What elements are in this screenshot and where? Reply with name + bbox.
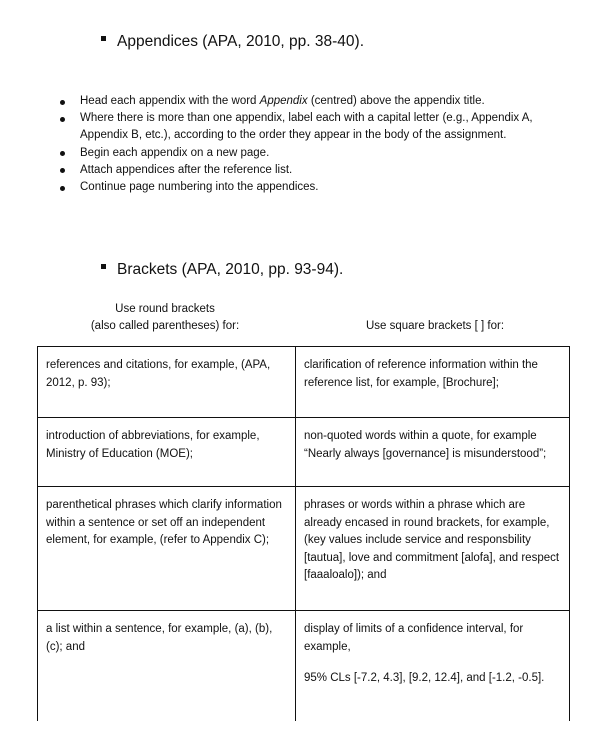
bullet-dot-icon <box>60 117 65 122</box>
square-bracket-cell <box>296 611 570 722</box>
table-row <box>38 418 570 487</box>
bullet-text-post: (centred) above the appendix title. <box>307 95 485 107</box>
square-brackets-column-header: Use square brackets [ ] for: <box>365 320 505 332</box>
square-bracket-cell: clarification of reference information within the reference list, for example, [Brochure]; <box>296 347 570 418</box>
bullet-text-italic: Appendix <box>259 95 308 107</box>
bullet-text: Begin each appendix on a new page. <box>80 146 270 159</box>
round-bracket-cell: parenthetical phrases which clarify information within a sentence or set off an independent element, for example, (refer to Appendix C); <box>38 487 296 611</box>
bullet-text: Continue page numbering into the appendices. <box>80 181 319 194</box>
square-bracket-cell: non-quoted words within a quote, for example “Nearly always [governance] is misunderstood”; <box>296 418 570 487</box>
round-brackets-header-line1: Use round brackets <box>115 303 215 315</box>
table-row <box>38 487 570 611</box>
appendices-heading <box>101 33 364 51</box>
round-bracket-cell: introduction of abbreviations, for example, Ministry of Education (MOE); <box>38 418 296 487</box>
round-bracket-cell: references and citations, for example, (APA, 2012, p. 93); <box>38 347 296 418</box>
brackets-heading <box>101 261 343 279</box>
bullet-dot-icon <box>60 100 65 105</box>
bullet-dot-icon <box>60 186 65 191</box>
bullet-dot-icon <box>60 151 65 156</box>
list-item <box>58 145 533 162</box>
list-item <box>58 110 533 144</box>
list-item <box>58 162 533 179</box>
bullet-text-line2: Appendix B, etc.), according to the order they appear in the body of the assignment. <box>80 129 507 142</box>
bullet-text-line1: Where there is more than one appendix, label each with a capital letter (e.g., Appendix A, <box>80 112 533 125</box>
list-item <box>58 179 533 196</box>
square-bracket-cell-text: display of limits of a confidence interval, for example, <box>304 623 524 653</box>
round-brackets-column-header <box>60 301 270 335</box>
table-row <box>38 611 570 722</box>
brackets-heading-text: Brackets (APA, 2010, pp. 93-94). <box>117 261 344 278</box>
brackets-table <box>37 346 570 721</box>
square-bracket-cell: phrases or words within a phrase which are already encased in round brackets, for example, (key values include service and responsbility [tautua], love and commitment [alofa], and respect [faaaloalo]); and <box>296 487 570 611</box>
bullet-dot-icon <box>60 168 65 173</box>
appendices-bullet-list <box>58 93 533 196</box>
confidence-interval-example: 95% CLs [-7.2, 4.3], [9.2, 12.4], and [-1.2, -0.5]. <box>304 672 545 684</box>
bullet-text-pre: Head each appendix with the word <box>80 95 260 107</box>
round-bracket-cell: a list within a sentence, for example, (a), (b), (c); and <box>38 611 296 722</box>
round-brackets-header-line2: (also called parentheses) for: <box>90 320 240 332</box>
bullet-text: Attach appendices after the reference list. <box>80 163 293 176</box>
square-bullet-icon <box>101 36 106 41</box>
appendices-heading-text: Appendices (APA, 2010, pp. 38-40). <box>117 33 365 50</box>
square-bullet-icon <box>101 264 106 269</box>
table-row <box>38 347 570 418</box>
list-item <box>58 93 533 110</box>
